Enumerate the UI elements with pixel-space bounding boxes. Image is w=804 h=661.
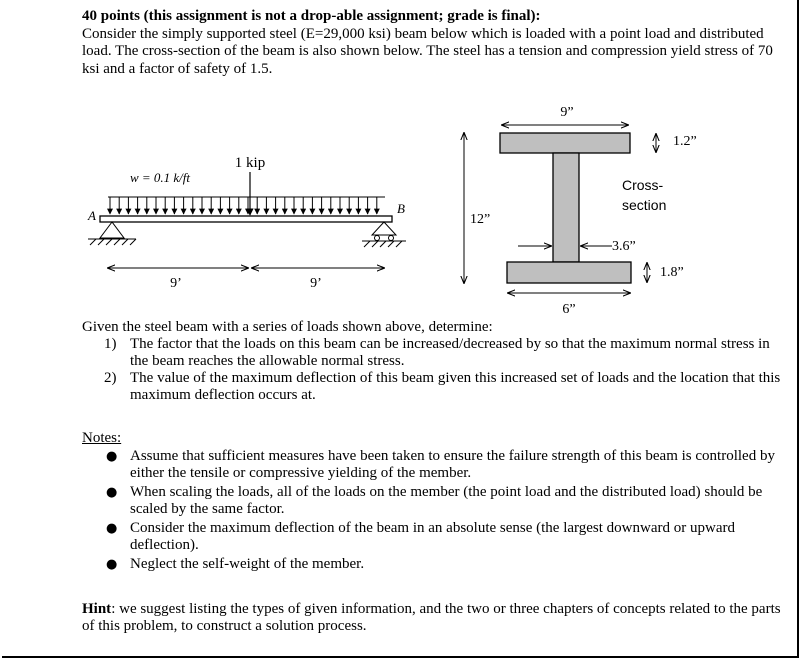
questions-lead: Given the steel beam with a series of loads shown above, determine: <box>82 319 493 335</box>
note-text: When scaling the loads, all of the loads on the member (the point load and the distributed load) should be scaled by the same factor. <box>130 484 763 517</box>
web-width-label: 3.6” <box>612 239 636 254</box>
span-left-label: 9’ <box>170 276 182 291</box>
question-number: 2) <box>104 370 117 386</box>
support-b-label: B <box>397 201 405 216</box>
top-width-label: 9” <box>560 105 574 120</box>
note-text: Consider the maximum deflection of the beam in an absolute sense (the largest downward or upward deflection). <box>130 520 735 553</box>
assignment-title: 40 points (this assignment is not a drop-able assignment; grade is final): <box>82 8 541 24</box>
bullet-icon: ● <box>106 449 118 464</box>
hint-paragraph <box>82 601 782 635</box>
distributed-load-label: w = 0.1 k/ft <box>129 170 191 185</box>
bullet-icon: ● <box>106 557 118 572</box>
bottom-width-label: 6” <box>562 302 576 317</box>
question-item <box>82 370 782 404</box>
span-right-label: 9’ <box>310 276 322 291</box>
note-item <box>82 520 782 554</box>
point-load-label: 1 kip <box>234 155 266 171</box>
questions-section <box>82 319 782 404</box>
cross-section-label-2: section <box>622 197 667 213</box>
hint-label: Hint <box>82 601 112 617</box>
problem-statement: Consider the simply supported steel (E=29,000 ksi) beam below which is loaded with a point load and distributed load. The cross-section of the beam is also shown below. The steel has a tension and compression yield stress of 70 ksi and a factor of safety of 1.5. <box>82 25 773 77</box>
note-text: Neglect the self-weight of the member. <box>130 556 365 572</box>
question-number: 1) <box>104 336 117 352</box>
cross-section-label-1: Cross- <box>622 177 664 193</box>
note-item <box>82 484 782 518</box>
note-item <box>82 556 782 573</box>
support-a-label: A <box>88 208 96 223</box>
intro-paragraph <box>82 8 782 78</box>
questions-list <box>82 336 782 404</box>
notes-heading: Notes: <box>82 430 122 446</box>
height-label: 12” <box>470 212 491 227</box>
bottom-thick-label: 1.8” <box>660 265 684 280</box>
question-text: The factor that the loads on this beam can be increased/decreased by so that the maximum normal stress in the beam reaches the allowable normal stress. <box>130 336 770 369</box>
notes-section <box>82 430 782 575</box>
note-text: Assume that sufficient measures have been taken to ensure the failure strength of this beam is controlled by either the tensile or compressive yielding of the member. <box>130 448 775 481</box>
notes-list <box>82 448 782 573</box>
question-item <box>82 336 782 370</box>
bullet-icon: ● <box>106 521 118 536</box>
note-item <box>82 448 782 482</box>
question-text: The value of the maximum deflection of this beam given this increased set of loads and the location that this maximum deflection occurs at. <box>130 370 781 403</box>
top-thick-label: 1.2” <box>673 134 697 149</box>
bullet-icon: ● <box>106 485 118 500</box>
hint-text: : we suggest listing the types of given information, and the two or three chapters of concepts related to the parts of this problem, to construct a solution process. <box>82 601 781 634</box>
